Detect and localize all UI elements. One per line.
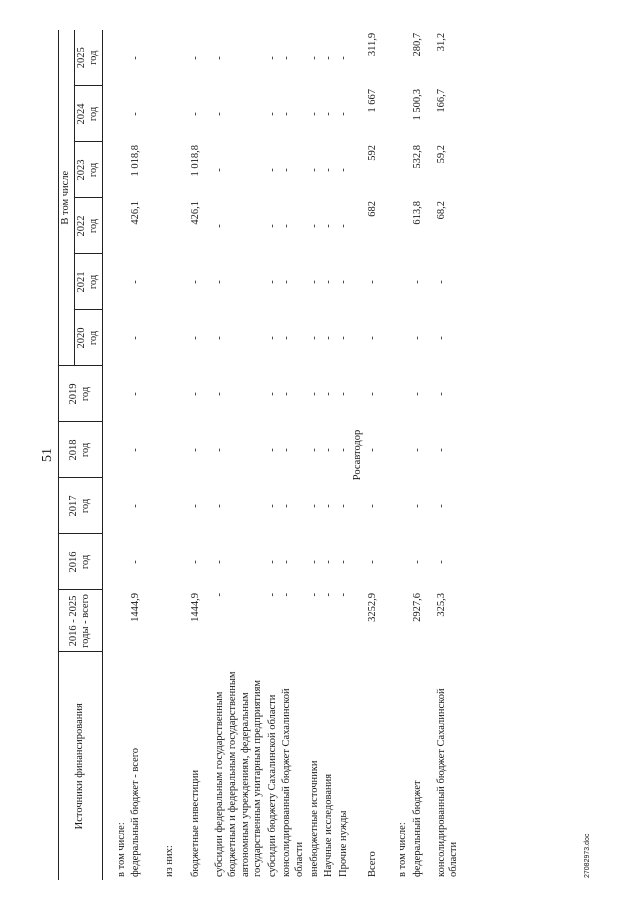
cell: - — [308, 112, 320, 116]
cell: 68,2 — [435, 201, 447, 220]
cell — [396, 142, 411, 198]
cell: 1 667 — [366, 89, 378, 113]
cell: - — [214, 504, 226, 508]
cell: - — [281, 224, 293, 228]
row-total — [163, 590, 189, 652]
cell: 1 500,3 — [411, 89, 423, 121]
cell: 592 — [366, 145, 378, 161]
cell: - — [366, 280, 378, 284]
cell — [163, 30, 189, 86]
cell: - — [266, 560, 278, 564]
cell — [163, 254, 189, 310]
year-header-2019: 2019 год — [59, 366, 103, 422]
row-label: в том числе: — [396, 822, 408, 877]
cell: - — [190, 392, 202, 396]
cell — [115, 534, 130, 590]
cell: - — [366, 392, 378, 396]
table-row — [163, 30, 189, 880]
cell: - — [281, 168, 293, 172]
cell: - — [130, 112, 142, 116]
row-label: внебюджетные источники — [308, 760, 320, 877]
row-total: 1444,9 — [130, 593, 142, 622]
cell: 311,9 — [366, 32, 378, 57]
year-header-2021: 2021 год — [74, 254, 102, 310]
row-total: - — [281, 593, 293, 597]
cell: - — [337, 560, 349, 564]
cell: - — [214, 224, 226, 228]
cell: - — [411, 280, 423, 284]
cell: - — [266, 504, 278, 508]
cell: - — [435, 560, 447, 564]
row-total: - — [308, 593, 320, 597]
cell: - — [337, 56, 349, 60]
cell: - — [281, 56, 293, 60]
cell: - — [214, 56, 226, 60]
cell: 1 018,8 — [130, 145, 142, 177]
section-title: Росавтодор — [352, 429, 364, 481]
row-label: Научные исследования — [323, 773, 335, 877]
cell — [163, 310, 189, 366]
table-row — [322, 30, 337, 880]
cell — [115, 198, 130, 254]
cell: - — [281, 560, 293, 564]
cell: - — [281, 392, 293, 396]
year-header-2025: 2025 год — [74, 30, 102, 86]
cell: - — [366, 504, 378, 508]
year-header-2018: 2018 год — [59, 422, 103, 478]
row-total: 3252,9 — [366, 593, 378, 622]
cell: - — [435, 448, 447, 452]
cell: - — [190, 112, 202, 116]
cell: - — [214, 168, 226, 172]
in-that-number-header: В том числе — [59, 30, 75, 366]
cell: - — [337, 448, 349, 452]
cell: - — [130, 280, 142, 284]
cell — [396, 86, 411, 142]
cell: - — [323, 168, 335, 172]
cell: - — [323, 224, 335, 228]
row-label: субсидии бюджету Сахалинской области — [266, 694, 278, 877]
table-row — [189, 30, 213, 880]
cell — [163, 422, 189, 478]
cell: - — [130, 448, 142, 452]
cell — [396, 198, 411, 254]
cell: - — [411, 336, 423, 340]
cell: 613,8 — [411, 201, 423, 225]
cell: - — [281, 112, 293, 116]
cell: 682 — [366, 201, 378, 217]
cell: - — [266, 392, 278, 396]
row-total: 2927,6 — [411, 593, 423, 622]
cell: - — [323, 280, 335, 284]
cell — [396, 478, 411, 534]
cell: - — [308, 504, 320, 508]
cell: - — [214, 336, 226, 340]
table-row — [337, 30, 352, 880]
table-row — [308, 30, 323, 880]
cell: 426,1 — [190, 201, 202, 225]
cell: - — [190, 336, 202, 340]
cell: - — [266, 448, 278, 452]
document-code: 27082973.doc — [584, 833, 591, 878]
total-column-header: 2016 - 2025 годы - всего — [59, 590, 103, 652]
row-label: Прочие нужды — [337, 810, 349, 877]
cell: - — [308, 448, 320, 452]
cell: - — [308, 280, 320, 284]
cell: - — [130, 336, 142, 340]
table-row — [435, 30, 462, 880]
row-total: 325,3 — [435, 593, 447, 617]
cell: - — [337, 392, 349, 396]
cell: - — [435, 392, 447, 396]
cell — [396, 30, 411, 86]
row-total — [396, 590, 411, 652]
cell — [163, 142, 189, 198]
row-total: - — [323, 593, 335, 597]
cell: - — [266, 112, 278, 116]
cell: - — [281, 504, 293, 508]
cell: 166,7 — [435, 89, 447, 113]
row-label: в том числе: — [115, 822, 127, 877]
cell: - — [435, 336, 447, 340]
cell — [163, 366, 189, 422]
cell: - — [130, 560, 142, 564]
cell: - — [266, 280, 278, 284]
cell: 280,7 — [411, 32, 423, 57]
cell: - — [337, 224, 349, 228]
cell — [396, 366, 411, 422]
year-header-2023: 2023 год — [74, 142, 102, 198]
row-total — [115, 590, 130, 652]
table-row — [411, 30, 435, 880]
cell: - — [214, 448, 226, 452]
cell — [115, 30, 130, 86]
cell — [163, 86, 189, 142]
row-label: Всего — [366, 851, 378, 877]
cell: - — [190, 560, 202, 564]
table-row — [396, 30, 411, 880]
cell — [115, 310, 130, 366]
table-row — [366, 30, 396, 880]
cell: - — [308, 168, 320, 172]
year-header-2017: 2017 год — [59, 478, 103, 534]
cell: - — [308, 224, 320, 228]
cell: - — [366, 560, 378, 564]
cell — [396, 310, 411, 366]
row-total: - — [337, 593, 349, 597]
cell: - — [337, 112, 349, 116]
cell: - — [411, 448, 423, 452]
cell — [115, 366, 130, 422]
cell: - — [190, 280, 202, 284]
cell — [115, 142, 130, 198]
section-row — [351, 30, 366, 880]
cell: - — [411, 392, 423, 396]
table-body-group-2 — [351, 30, 461, 880]
cell: - — [323, 336, 335, 340]
row-total: - — [214, 593, 226, 597]
cell — [396, 534, 411, 590]
year-header-2024: 2024 год — [74, 86, 102, 142]
year-header-2020: 2020 год — [74, 310, 102, 366]
row-label: субсидии федеральным государственным бюджетным и федеральным государственным автономным учреждениям, федеральным государственным унитарным предприятиям — [214, 671, 264, 877]
table-row — [266, 30, 281, 880]
table-row — [213, 30, 265, 880]
cell: - — [323, 392, 335, 396]
cell — [396, 254, 411, 310]
cell: - — [281, 280, 293, 284]
cell: - — [323, 112, 335, 116]
cell: - — [130, 504, 142, 508]
financing-table — [58, 30, 462, 880]
cell: - — [308, 336, 320, 340]
cell: - — [308, 392, 320, 396]
cell: - — [281, 336, 293, 340]
cell: - — [337, 280, 349, 284]
cell: - — [266, 168, 278, 172]
cell: - — [366, 448, 378, 452]
cell: - — [281, 448, 293, 452]
row-total: 1444,9 — [190, 593, 202, 622]
year-header-2022: 2022 год — [74, 198, 102, 254]
cell: - — [214, 112, 226, 116]
cell: - — [190, 56, 202, 60]
cell: - — [214, 392, 226, 396]
cell: - — [337, 168, 349, 172]
cell: 532,8 — [411, 145, 423, 169]
cell: 426,1 — [130, 201, 142, 225]
row-label: федеральный бюджет - всего — [130, 747, 142, 877]
cell: - — [266, 56, 278, 60]
cell: 1 018,8 — [190, 145, 202, 177]
cell: - — [190, 448, 202, 452]
cell: - — [130, 392, 142, 396]
row-label: из них: — [164, 845, 176, 877]
cell: - — [435, 504, 447, 508]
row-label: федеральный бюджет — [411, 780, 423, 877]
cell: - — [266, 224, 278, 228]
cell — [163, 198, 189, 254]
cell: - — [323, 504, 335, 508]
financing-table-sheet — [58, 30, 618, 880]
cell: - — [323, 560, 335, 564]
cell: - — [411, 560, 423, 564]
cell: - — [214, 280, 226, 284]
cell: - — [130, 56, 142, 60]
cell: - — [308, 56, 320, 60]
table-row — [129, 30, 163, 880]
cell: - — [337, 336, 349, 340]
cell — [396, 422, 411, 478]
row-label: бюджетные инвестиции — [190, 769, 202, 877]
year-header-2016: 2016 год — [59, 534, 103, 590]
row-total: - — [266, 593, 278, 597]
page-number: 51 — [40, 448, 55, 462]
cell — [115, 254, 130, 310]
cell — [163, 478, 189, 534]
cell: - — [308, 560, 320, 564]
cell: 31,2 — [435, 32, 447, 52]
cell — [163, 534, 189, 590]
cell: - — [190, 504, 202, 508]
row-label: консолидированный бюджет Сахалинской области — [281, 688, 305, 877]
cell: - — [337, 504, 349, 508]
cell — [115, 422, 130, 478]
cell: - — [214, 560, 226, 564]
cell: - — [266, 336, 278, 340]
cell: - — [435, 280, 447, 284]
cell: - — [323, 56, 335, 60]
cell: 59,2 — [435, 145, 447, 164]
table-row — [115, 30, 130, 880]
table-row — [280, 30, 307, 880]
table-body-group-1 — [102, 30, 351, 880]
cell: - — [323, 448, 335, 452]
cell: - — [411, 504, 423, 508]
cell: - — [366, 336, 378, 340]
row-label: консолидированный бюджет Сахалинской области — [435, 688, 460, 877]
cell — [115, 478, 130, 534]
cell — [115, 86, 130, 142]
source-column-header: Источники финансирования — [59, 652, 103, 880]
